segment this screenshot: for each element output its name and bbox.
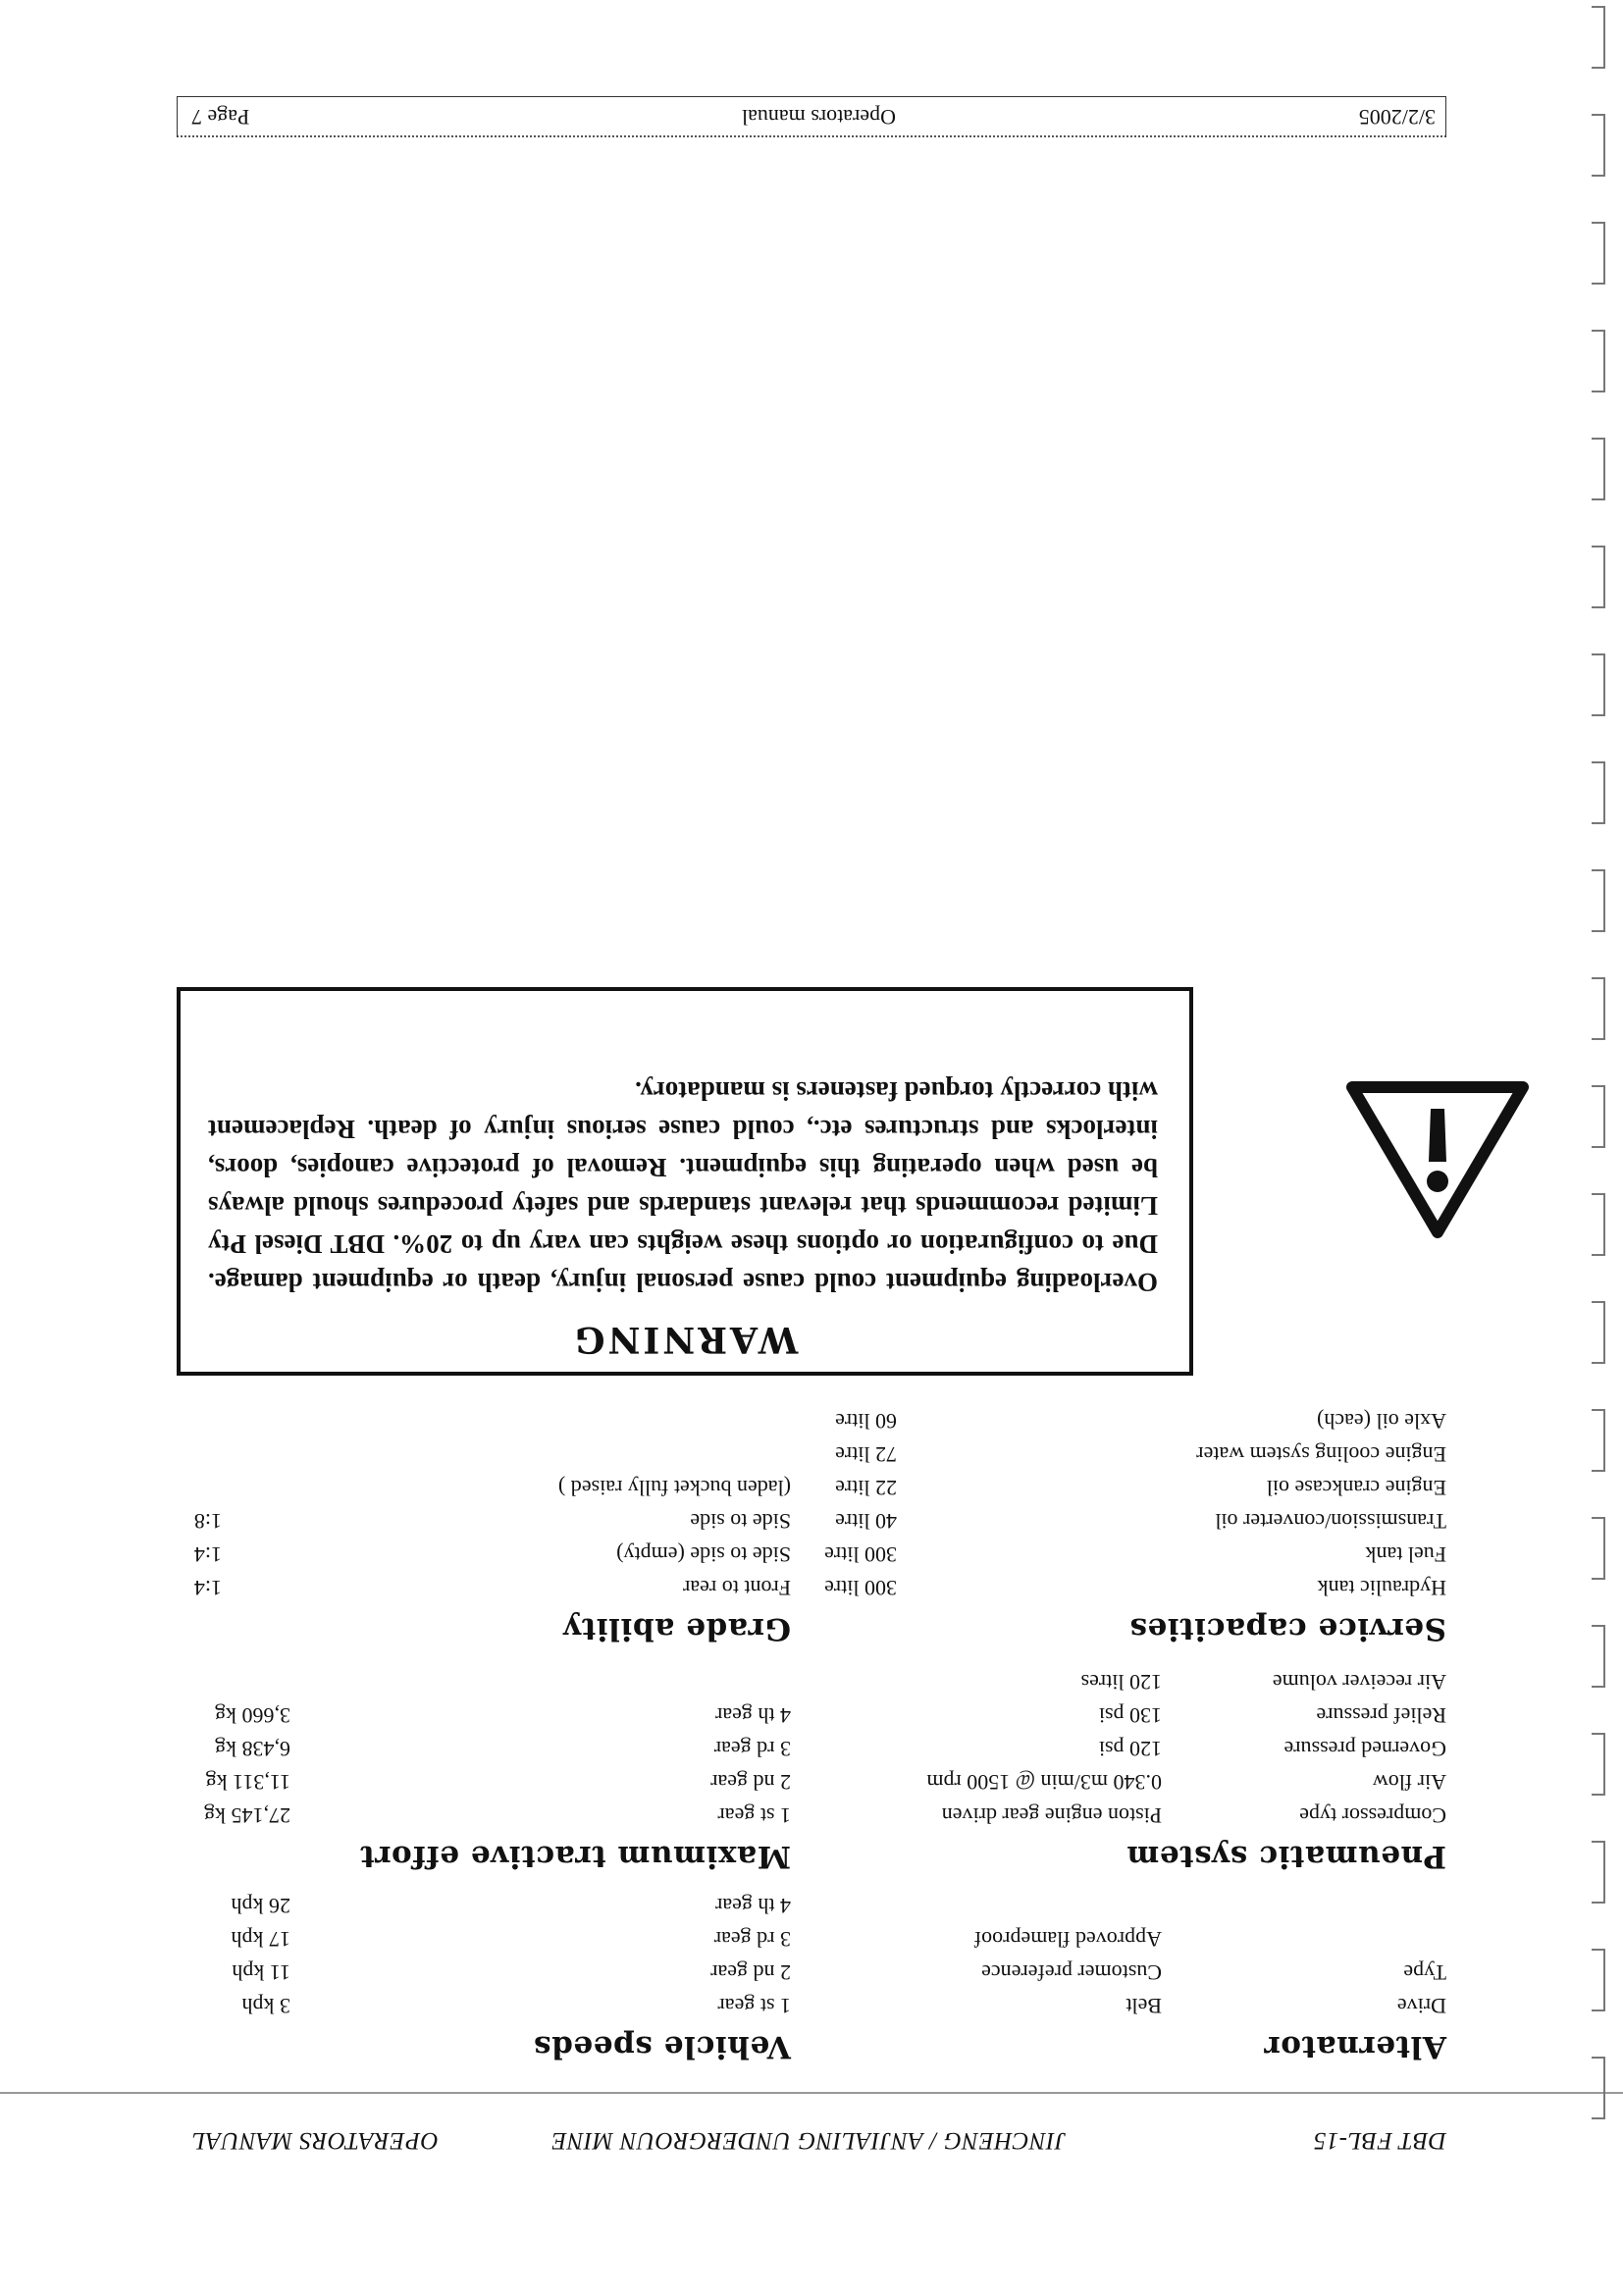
warning-box (177, 987, 1193, 1376)
footer-date: 3/2/2005 (1358, 105, 1436, 130)
header-manual: OPERATORS MANUAL (191, 2127, 439, 2154)
binder-tab (1592, 1193, 1605, 1256)
header-site: JINCHENG / ANJIALING UNDERGROUN MINE (550, 2127, 1067, 2154)
pneumatic-title: Pneumatic system (1126, 1839, 1446, 1874)
service-capacities-title: Service capacities (1128, 1611, 1446, 1646)
grade-ability-title: Grade ability (562, 1611, 791, 1646)
binder-tab (1592, 438, 1605, 500)
scan-edge-line (0, 2092, 1623, 2094)
warning-triangle-icon (1346, 1081, 1529, 1238)
binder-tab (1592, 1409, 1605, 1472)
binder-tab (1592, 1841, 1605, 1904)
footer-page: Page 7 (191, 105, 250, 130)
header-doc-id: DBT FBL-15 (1313, 2127, 1446, 2154)
binder-tab (1592, 761, 1605, 824)
alternator-title: Alternator (1263, 2029, 1446, 2064)
binder-tab (1592, 546, 1605, 608)
binder-tab (1592, 2057, 1605, 2119)
binder-tab (1592, 222, 1605, 285)
binder-tab (1592, 977, 1605, 1040)
page-rotated: DBT FBL-15 JINCHENG / ANJIALING UNDERGROUN MINE OPERATORS MANUAL Alternator Drive Belt Type Customer preference Approved flameproof Vehicle speeds 1 st gear 3 kph 2 nd gear 11 kph 3 rd gear 17 kph 4 th gear 26 kph Pneumatic system Compressor type Piston engine gear driven Air flow 0.340 m3/min @ 1500 rpm Governed pressure 120 psi Relief pressure 130 psi Air receiver volume 120 litres Maximum tractive effort 1 st gear 27,145 kg 2 nd gear 11,311 kg 3 rd gear 6,438 kg 4 th gear 3,660 kg Service capacities Hydraulic tank 300 litre Fuel tank 300 litre Transmission/converter oil 40 litre Engine crankcase oil 22 litre Engine cooling system water 72 litre Axle oil (each) 60 litre Grade ability Front to rear 1:4 Side to side (empty) 1:4 Side to side 1:8 (laden bucket fully raised ) WARNING Overloading equipment could cause personal injury, death or equipment damage. Due to configuration or options these weights can vary up to 20%. DBT Diesel Pty Limited recommends that relevant standards and safety procedures should always be used when operating this equipment. Removal of protective canopies, doors, interlocks and structures etc., could cause serious injury of death. Replacement with correctly torqued fasteners is mandatory. 3/2/2005 Operators manual Page 7 (0, 0, 1623, 2296)
footer-title: Operators manual (742, 105, 896, 130)
binder-tab (1592, 6, 1605, 69)
binder-tab (1592, 1301, 1605, 1364)
binder-tab (1592, 653, 1605, 716)
binder-tab (1592, 1733, 1605, 1796)
binder-tab (1592, 1517, 1605, 1580)
binder-tab (1592, 330, 1605, 392)
binder-tab (1592, 1625, 1605, 1688)
warning-text: Overloading equipment could cause personal injury, death or equipment damage. Due to configuration or options these weights can vary up to 20%. DBT Diesel Pty Limited recommends that relevant standards and safety procedures should always be used when operating this equipment. Removal of protective canopies, doors, interlocks and structures etc., could cause serious injury of death. Replacement with correctly torqued fasteners is mandatory. (208, 1076, 1158, 1297)
warning-title: WARNING (571, 1319, 799, 1360)
binder-tab (1592, 1085, 1605, 1148)
tractive-effort-title: Maximum tractive effort (359, 1839, 791, 1874)
footer (177, 96, 1446, 137)
binder-tab (1592, 1949, 1605, 2011)
vehicle-speeds-title: Vehicle speeds (533, 2029, 791, 2064)
binder-tab (1592, 869, 1605, 932)
binder-tab (1592, 114, 1605, 177)
